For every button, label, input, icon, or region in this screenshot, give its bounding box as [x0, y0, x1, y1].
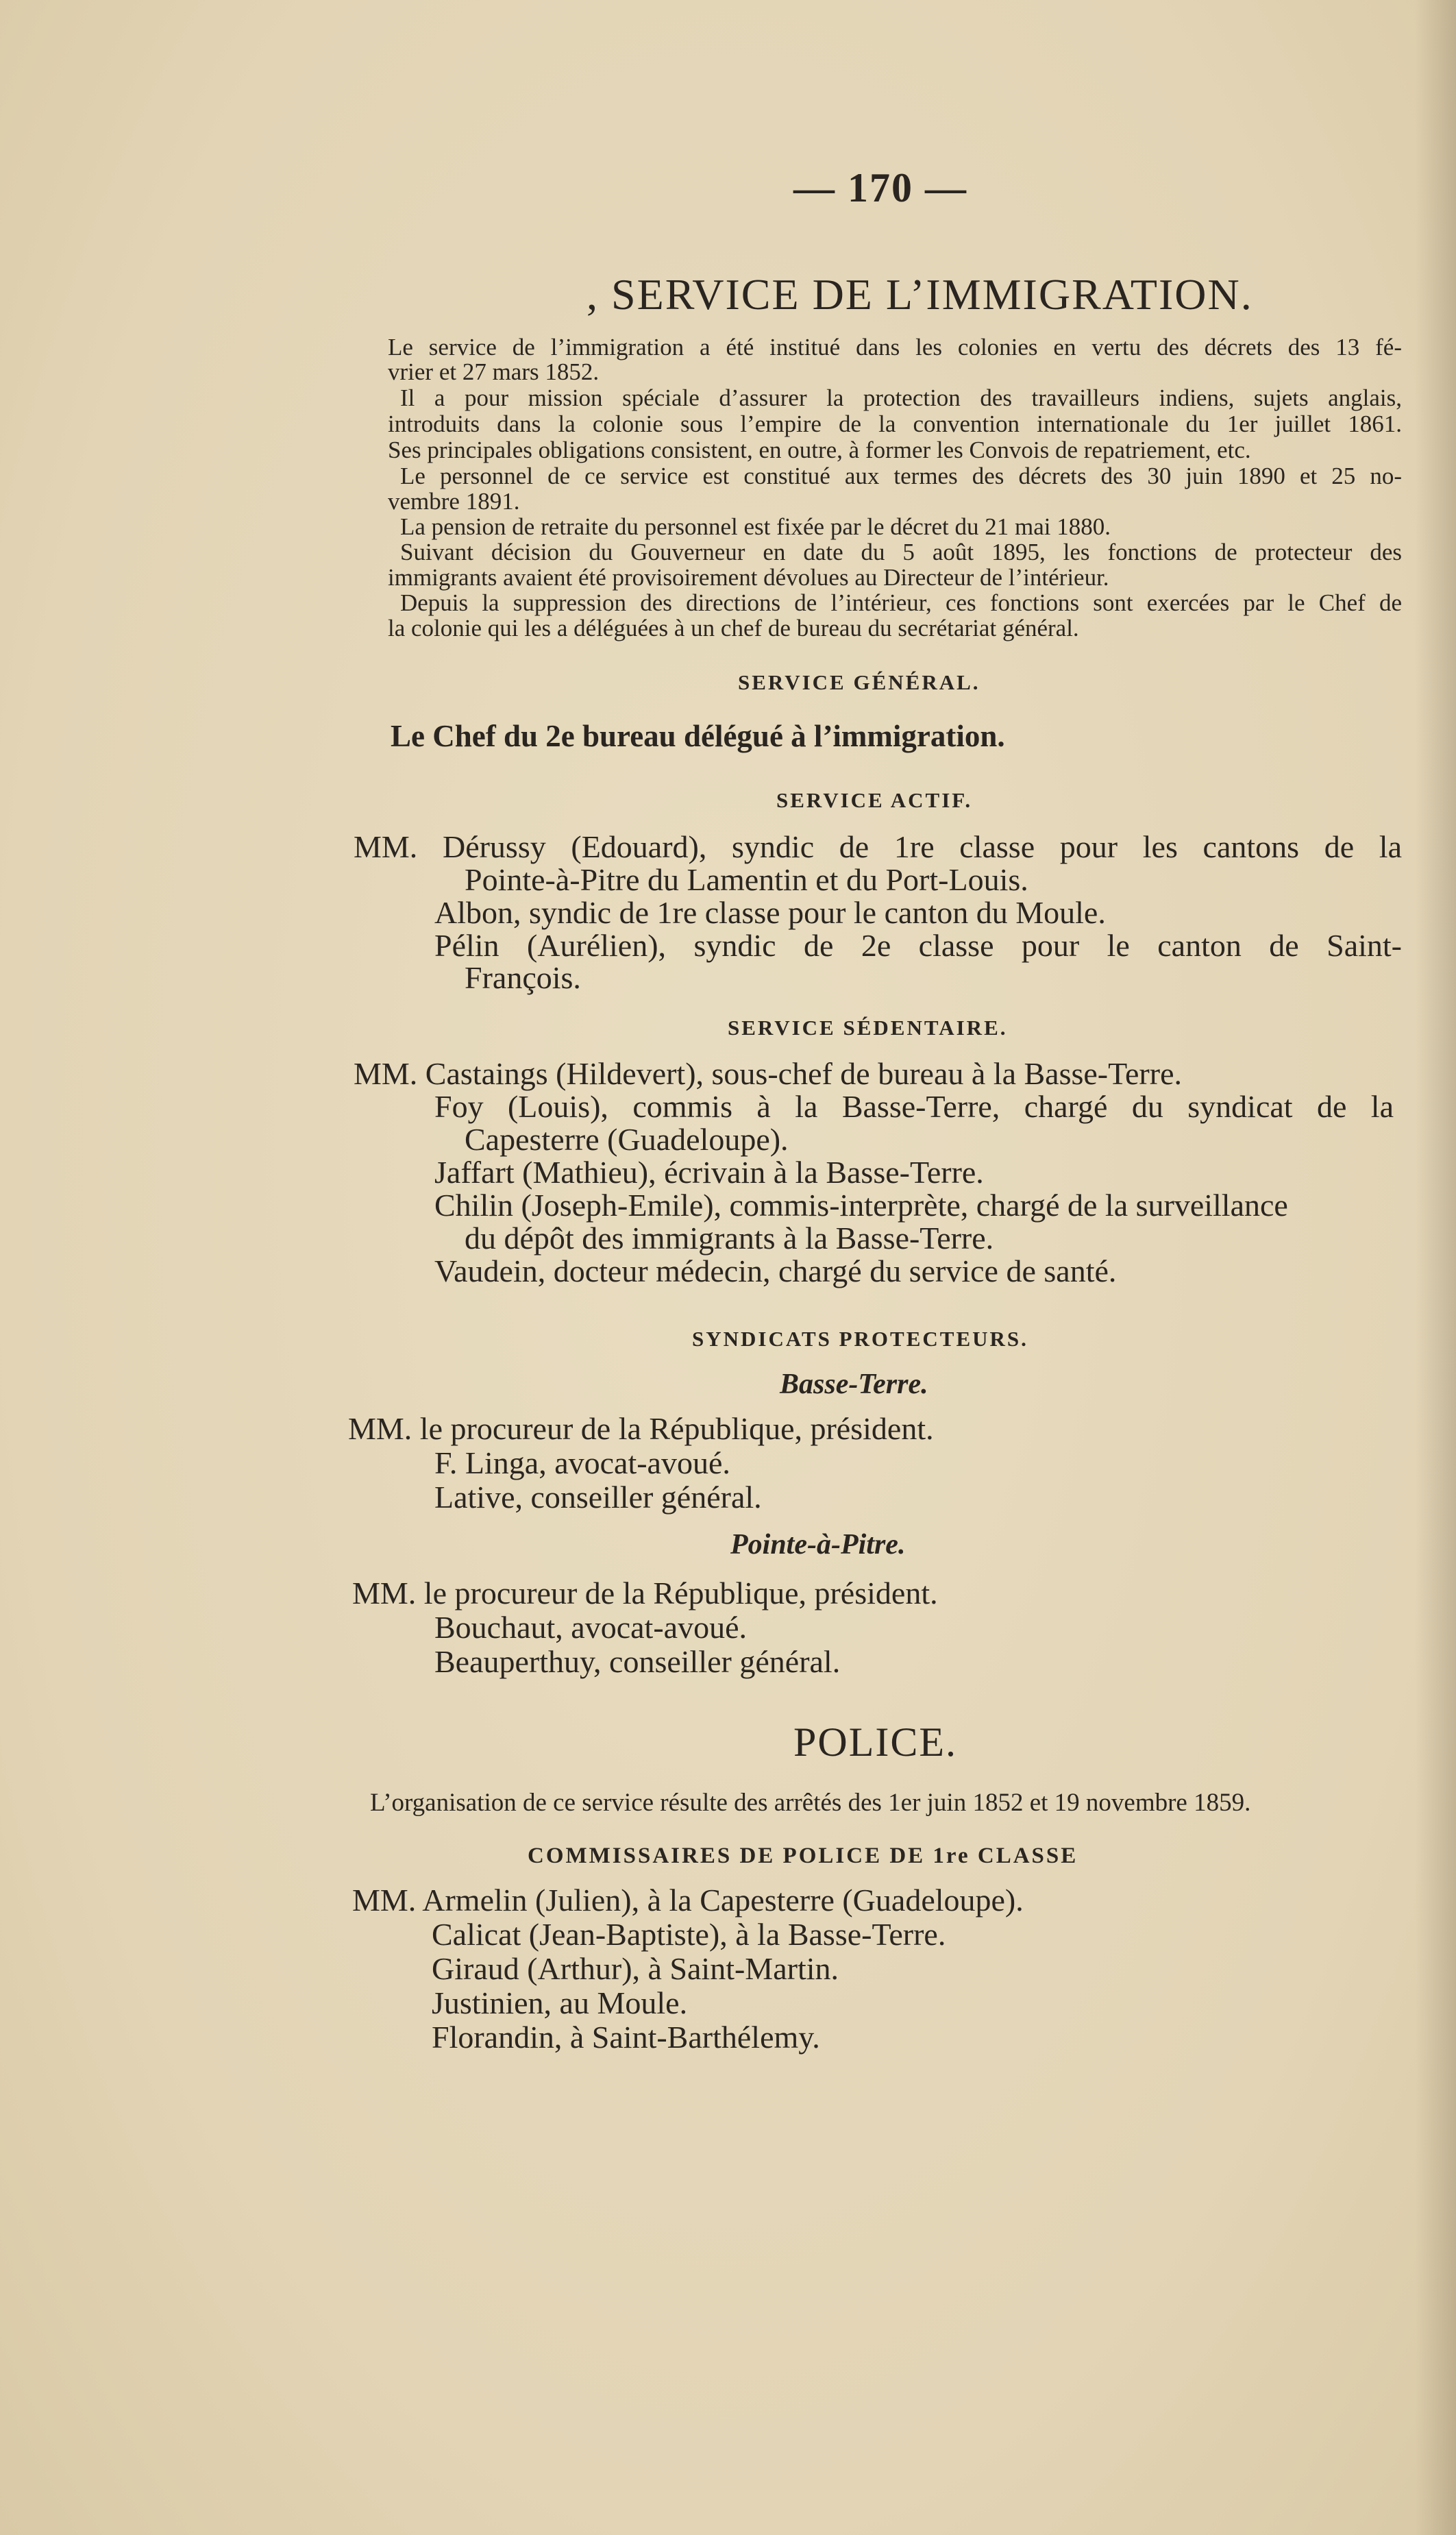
intro-line: Suivant décision du Gouverneur en date du 5 août 1895, les fonctions de protecteur des [400, 539, 1402, 565]
service-sedentaire-line: Foy (Louis), commis à la Basse-Terre, chargé du syndicat de la [434, 1089, 1394, 1124]
intro-line: Le service de l’immigration a été institué dans les colonies en vertu des décrets des 13 fé- [388, 334, 1402, 360]
service-sedentaire-line: MM. Castaings (Hildevert), sous-chef de bureau à la Basse-Terre. [354, 1056, 1182, 1091]
service-actif-heading: SERVICE ACTIF. [776, 788, 973, 812]
police-line: MM. Armelin (Julien), à la Capesterre (Guadeloupe). [352, 1883, 1024, 1918]
service-actif-line: Pélin (Aurélien), syndic de 2e classe pour le canton de Saint- [434, 928, 1402, 963]
service-actif-line: François. [465, 960, 581, 995]
pointe-a-pitre-line: Beauperthuy, conseiller général. [434, 1644, 841, 1679]
page-edge-shadow [1415, 0, 1456, 2535]
intro-line: la colonie qui les a déléguées à un chef de bureau du secrétariat général. [388, 615, 1079, 641]
service-sedentaire-line: Vaudein, docteur médecin, chargé du service de santé. [434, 1253, 1117, 1288]
intro-line: Il a pour mission spéciale d’assurer la protection des travailleurs indiens, sujets anglais, [400, 384, 1402, 411]
basse-terre-label: Basse-Terre. [780, 1369, 928, 1400]
police-line: Florandin, à Saint-Barthélemy. [432, 2020, 820, 2055]
intro-line: vembre 1891. [388, 488, 520, 515]
basse-terre-line: Lative, conseiller général. [434, 1480, 762, 1515]
service-sedentaire-heading: SERVICE SÉDENTAIRE. [728, 1016, 1008, 1040]
syndicats-heading: SYNDICATS PROTECTEURS. [692, 1327, 1028, 1351]
intro-line: vrier et 27 mars 1852. [388, 358, 600, 385]
intro-line: immigrants avaient été provisoirement dévolues au Directeur de l’intérieur. [388, 564, 1109, 591]
police-line: Giraud (Arthur), à Saint-Martin. [432, 1951, 839, 1986]
service-general-heading: SERVICE GÉNÉRAL. [738, 670, 980, 694]
pointe-a-pitre-label: Pointe-à-Pitre. [730, 1529, 906, 1560]
service-sedentaire-line: Chilin (Joseph-Emile), commis-interprète, chargé de la surveillance [434, 1188, 1288, 1223]
service-actif-line: MM. Dérussy (Edouard), syndic de 1re classe pour les cantons de la [354, 829, 1402, 864]
page-number: — 170 — [793, 165, 967, 210]
service-actif-line: Pointe-à-Pitre du Lamentin et du Port-Louis. [465, 862, 1028, 897]
service-sedentaire-line: du dépôt des immigrants à la Basse-Terre. [465, 1221, 994, 1256]
police-line: Calicat (Jean-Baptiste), à la Basse-Terre. [432, 1917, 946, 1952]
service-actif-line: Albon, syndic de 1re classe pour le canton du Moule. [434, 895, 1106, 930]
intro-line: Depuis la suppression des directions de l’intérieur, ces fonctions sont exercées par le Chef de [400, 589, 1402, 616]
police-intro: L’organisation de ce service résulte des arrêtés des 1er juin 1852 et 19 novembre 1859. [370, 1789, 1251, 1817]
basse-terre-line: MM. le procureur de la République, président. [348, 1411, 934, 1446]
pointe-a-pitre-line: Bouchaut, avocat-avoué. [434, 1610, 747, 1645]
police-line: Justinien, au Moule. [432, 1985, 688, 2020]
intro-line: Le personnel de ce service est constitué aux termes des décrets des 30 juin 1890 et 25 no- [400, 463, 1402, 489]
service-sedentaire-line: Jaffart (Mathieu), écrivain à la Basse-Terre. [434, 1155, 984, 1190]
police-title: POLICE. [793, 1719, 957, 1765]
section-title: , SERVICE DE L’IMMIGRATION. [587, 270, 1253, 319]
service-general-line: Le Chef du 2e bureau délégué à l’immigration. [391, 719, 1005, 753]
pointe-a-pitre-line: MM. le procureur de la République, président. [352, 1576, 938, 1611]
police-heading: COMMISSAIRES DE POLICE DE 1re CLASSE [528, 1844, 1078, 1868]
intro-line: introduits dans la colonie sous l’empire de la convention internationale du 1er juillet 1861. [388, 411, 1402, 437]
service-sedentaire-line: Capesterre (Guadeloupe). [465, 1122, 789, 1157]
basse-terre-line: F. Linga, avocat-avoué. [434, 1445, 730, 1480]
intro-line: Ses principales obligations consistent, en outre, à former les Convois de repatriement, etc. [388, 437, 1251, 463]
intro-line: La pension de retraite du personnel est fixée par le décret du 21 mai 1880. [400, 513, 1111, 540]
